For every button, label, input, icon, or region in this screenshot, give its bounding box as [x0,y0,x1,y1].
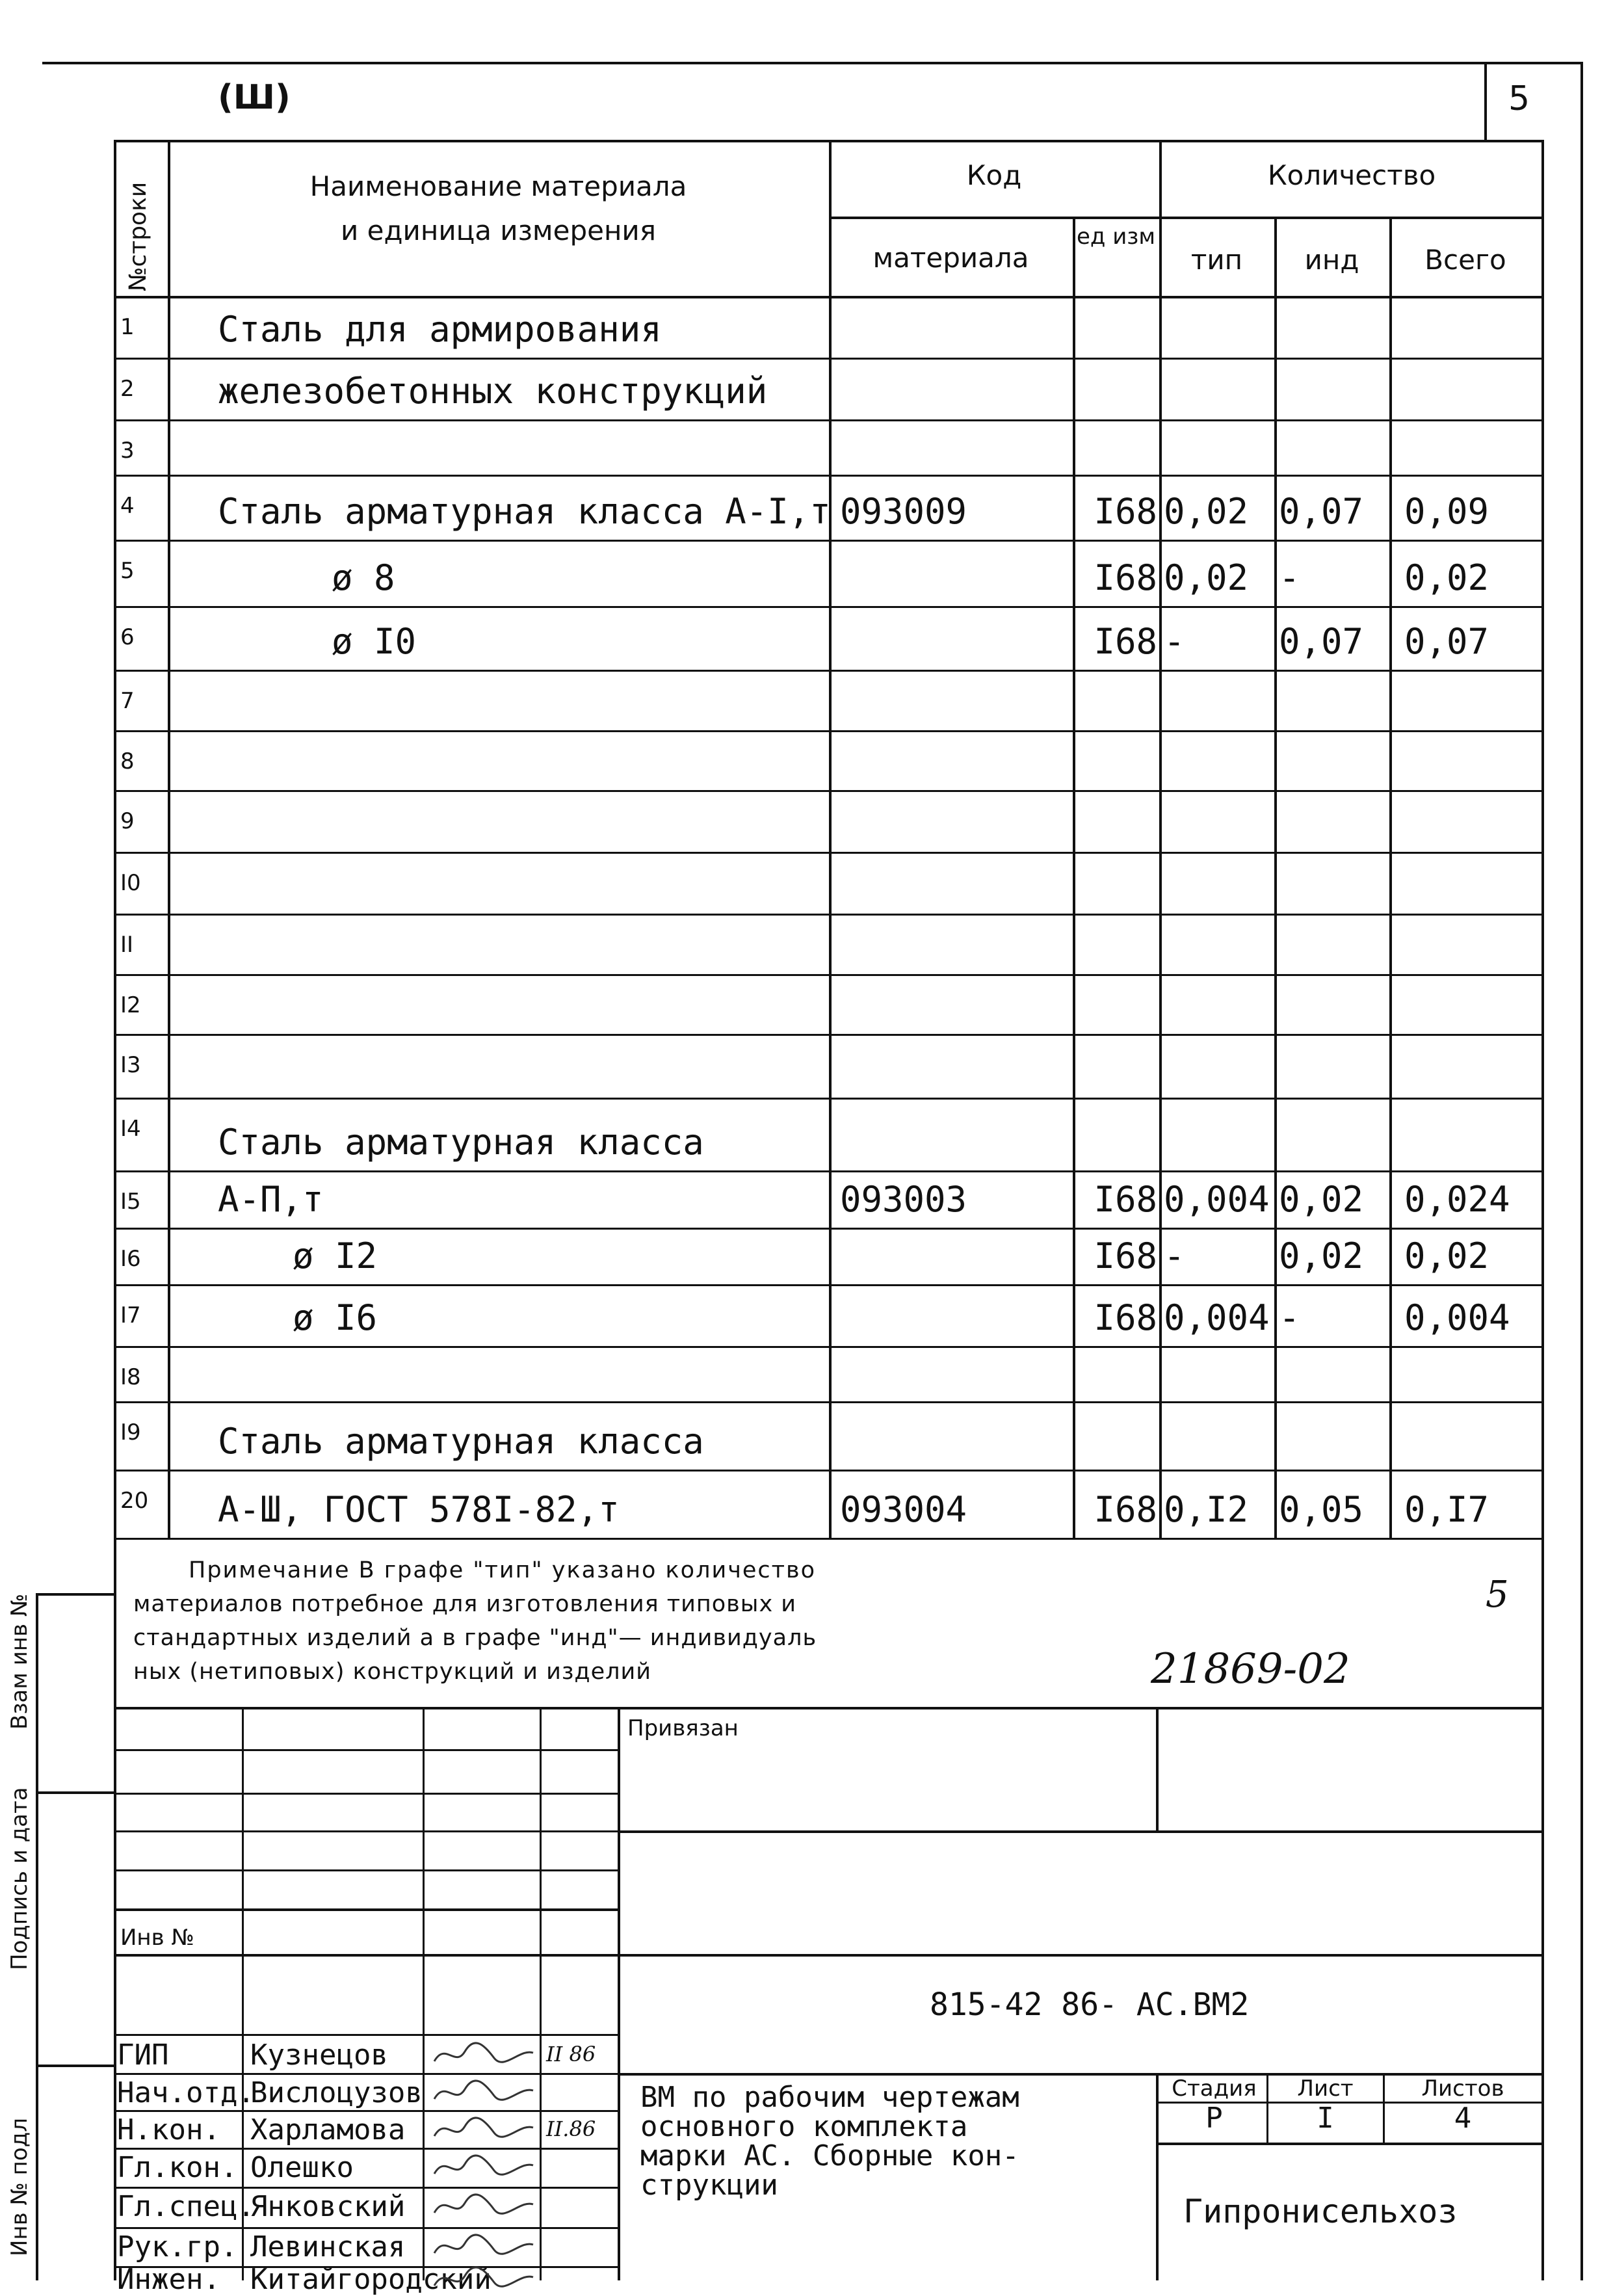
cell-total: 0,07 [1404,621,1489,662]
row-number: 20 [120,1488,149,1514]
handwritten-signature [429,2151,540,2184]
note-line-2: материалов потребное для изготовления типовых и [133,1591,797,1617]
title-line-4: струкции [640,2169,778,2202]
signature-name: Янковский [250,2190,406,2223]
cell-code: 093004 [840,1489,967,1530]
row-number: 7 [120,688,135,714]
material-name: Сталь для армирования [218,309,662,350]
title-line-1: ВМ по рабочим чертежам [640,2081,1019,2114]
side-label-inv-podl: Инв № подл [7,2118,33,2256]
col-type-header: тип [1190,244,1243,276]
signature-role: Н.кон. [117,2113,220,2146]
side-label-vzam: Взам инв № [7,1593,33,1730]
handwritten-document-number: 21869-02 [1151,1645,1350,1693]
side-label-podpis: Подпись и дата [7,1787,33,1970]
row-number: 6 [120,624,135,650]
cell-type: 0,02 [1164,557,1249,598]
signature-role: Инжен. [117,2263,220,2296]
document-designation: 815-42 86- АС.ВМ2 [930,1986,1250,2023]
cell-unit: I68 [1094,1179,1157,1220]
row-number: I5 [120,1189,141,1215]
material-name: железобетонных конструкций [218,371,768,412]
material-name: ø I6 [293,1297,378,1338]
signature-name: Левинская [250,2230,406,2263]
cell-type: - [1164,621,1185,662]
material-name: А-П,т [218,1179,324,1220]
row-number: 1 [120,314,135,340]
row-number: I8 [120,1364,141,1390]
cell-code: 093003 [840,1179,967,1220]
material-name: ø 8 [332,557,395,598]
signature-name: Китайгородский [250,2263,492,2296]
signature-date: II.86 [546,2117,596,2141]
cell-total: 0,004 [1404,1297,1510,1338]
handwritten-signature [429,2190,540,2223]
cell-ind: - [1279,1297,1300,1338]
material-name: Сталь арматурная класса [218,1122,704,1163]
cell-type: 0,004 [1164,1179,1270,1220]
sheet-label: Лист [1297,2076,1354,2102]
handwritten-signature [429,2113,540,2146]
signature-name: Вислоцузов [250,2076,423,2109]
cell-code: 093009 [840,491,967,532]
signature-role: Гл.спец. [117,2190,255,2223]
right-border [1580,62,1583,2280]
handwritten-signature [429,2076,540,2109]
cell-unit: I68 [1094,1489,1157,1530]
row-number: I7 [120,1302,141,1328]
cell-unit: I68 [1094,1235,1157,1276]
handwritten-signature [429,2039,540,2071]
material-name: Сталь арматурная класса [218,1421,704,1462]
cell-unit: I68 [1094,621,1157,662]
handwritten-signature [429,2263,540,2295]
row-number: I6 [120,1246,141,1272]
signature-role: ГИП [117,2039,169,2072]
col-qty-header: Количество [1267,159,1436,191]
cell-ind: 0,05 [1279,1489,1364,1530]
col-unit-header: ед изм [1076,224,1156,250]
col-row-number-header: №строки [125,181,151,291]
material-name: А-Ш, ГОСТ 578I-82,т [218,1489,620,1530]
row-number: I3 [120,1052,141,1078]
top-border [42,62,1583,64]
title-line-2: основного комплекта [640,2110,968,2143]
cell-ind: 0,07 [1279,621,1364,662]
signature-role: Гл.кон. [117,2151,238,2184]
cell-ind: - [1279,557,1300,598]
cell-type: 0,I2 [1164,1489,1249,1530]
privyazan-label: Привязан [627,1715,739,1741]
row-number: 5 [120,558,135,584]
stage-value: Р [1205,2102,1223,2135]
cell-total: 0,09 [1404,491,1489,532]
sheets-value: 4 [1454,2102,1472,2135]
material-name: Сталь арматурная класса А-I,т [218,491,831,532]
cell-ind: 0,07 [1279,491,1364,532]
row-number: II [120,932,134,958]
cell-unit: I68 [1094,1297,1157,1338]
note-line-3: стандартных изделий а в графе "инд"— индивидуаль [133,1625,817,1651]
signature-name: Олешко [250,2151,354,2184]
signature-date: II 86 [546,2042,596,2066]
page-number: 5 [1508,79,1530,118]
row-number: I9 [120,1419,141,1445]
cell-total: 0,02 [1404,1235,1489,1276]
row-number: 8 [120,748,135,774]
row-number: I0 [120,870,141,896]
cell-type: 0,004 [1164,1297,1270,1338]
cell-total: 0,I7 [1404,1489,1489,1530]
col-code-header: Код [966,159,1022,191]
title-line-3: марки АС. Сборные кон- [640,2139,1019,2172]
cell-ind: 0,02 [1279,1235,1364,1276]
cell-total: 0,024 [1404,1179,1510,1220]
signature-name: Харламова [250,2113,406,2146]
note-line-1: Примечание В графе "тип" указано количество [189,1557,817,1583]
col-name-header-1: Наименование материала [309,170,687,202]
col-code-material-header: материала [872,242,1029,274]
material-name: ø I2 [293,1235,378,1276]
col-ind-header: инд [1304,244,1359,276]
inv-number-label: Инв № [120,1925,194,1951]
signature-role: Рук.гр. [117,2230,238,2263]
cell-type: 0,02 [1164,491,1249,532]
note-line-4: ных (нетиповых) конструкций и изделий [133,1659,652,1685]
cell-total: 0,02 [1404,557,1489,598]
sheets-label: Листов [1421,2076,1504,2102]
col-name-header-2: и единица измерения [341,215,656,246]
handwritten-sheet-number: 5 [1486,1574,1509,1616]
row-number: 4 [120,493,135,519]
section-mark: (Ш) [218,78,291,117]
cell-unit: I68 [1094,491,1157,532]
sheet-value: I [1317,2102,1334,2135]
stage-label: Стадия [1172,2076,1257,2102]
row-number: 2 [120,376,135,402]
handwritten-signature [429,2230,540,2263]
col-total-header: Всего [1424,244,1506,276]
material-name: ø I0 [332,621,417,662]
cell-ind: 0,02 [1279,1179,1364,1220]
signature-role: Нач.отд. [117,2076,255,2109]
page-number-divider [1484,62,1487,140]
signature-name: Кузнецов [250,2039,388,2072]
row-number: I4 [120,1116,141,1142]
row-number: 9 [120,808,135,834]
organization-name: Гипронисельхоз [1183,2193,1458,2230]
cell-unit: I68 [1094,557,1157,598]
cell-type: - [1164,1235,1185,1276]
row-number: I2 [120,992,141,1018]
row-number: 3 [120,438,135,464]
